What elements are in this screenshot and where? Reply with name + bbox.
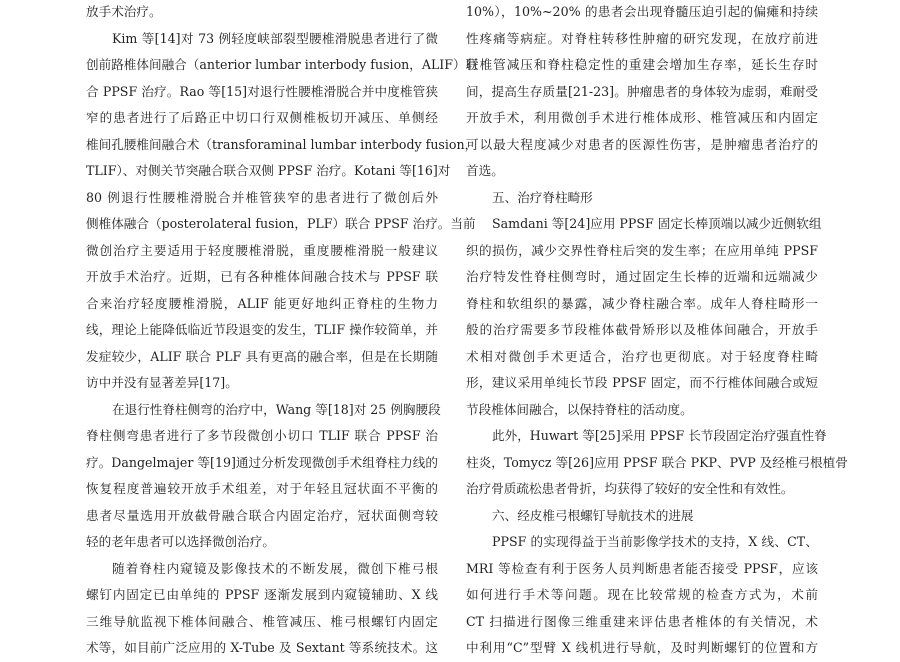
text-line: 窄的患者进行了后路正中切口行双侧椎板切开减压、单侧经 [86, 110, 438, 125]
text-line: 脊柱和软组织的暴露，减少脊柱融合率。成年人脊柱畸形一 [466, 295, 818, 311]
text-line: 疗。Dangelmajer 等[19]通过分析发现微创手术组脊柱力线的 [86, 454, 438, 470]
left-text-column [86, 0, 479, 662]
text-line: 椎间孔腰椎间融合术（transforaminal lumbar interbody fusion， [86, 136, 478, 152]
text-line: 恢复程度普遍较开放手术组差，对于年轻且冠状面不平衡的 [86, 481, 438, 496]
text-line: PPSF 的实现得益于当前影像学技术的支持，X 线、CT、 [492, 534, 818, 549]
text-line: 般的治疗需要多节段椎体截骨矫形以及椎体间融合，开放手 [466, 322, 818, 337]
text-line: 治疗骨质疏松患者骨折，均获得了较好的安全性和有效性。 [466, 481, 794, 496]
text-line: 随着脊柱内窥镜及影像技术的不断发展，微创下椎弓根 [112, 560, 438, 576]
text-line: 织的损伤，减少交界性脊柱后突的发生率；在应用单纯 PPSF [466, 242, 818, 258]
text-line: 如何进行手术等问题。现在比较常规的检查方式为，术前 [466, 587, 818, 602]
text-line: 术等，如目前广泛应用的 X-Tube 及 Sextant 等系统技术。这 [86, 640, 438, 655]
text-line: 此外，Huwart 等[25]采用 PPSF 长节段固定治疗强直性脊 [492, 428, 827, 443]
text-line: 节段椎体间融合，以保持脊柱的活动度。 [466, 401, 693, 417]
text-line: 中利用“C”型臂 X 线机进行导航，及时判断螺钉的位置和方 [466, 640, 818, 655]
text-line: 首选。 [466, 163, 504, 178]
text-line: 开放手术，利用微创手术进行椎体成形、椎管减压和内固定 [466, 110, 818, 125]
text-line: Samdani 等[24]应用 PPSF 固定长棒顶端以减少近侧软组 [492, 216, 822, 231]
text-line: 发症较少，ALIF 联合 PLF 具有更高的融合率，但是在长期随 [86, 348, 438, 364]
text-line: TLIF）、对侧关节突融合联合双侧 PPSF 治疗。Kotani 等[16]对 [86, 163, 451, 178]
text-line: 行椎管减压和脊柱稳定性的重建会增加生存率，延长生存时 [466, 57, 818, 72]
text-line: 侧椎体融合（posterolateral fusion，PLF）联合 PPSF 治疗。当前 [86, 216, 476, 231]
text-line: 五、治疗脊柱畸形 [492, 189, 593, 205]
text-line: 柱炎，Tomycz 等[26]应用 PPSF 联合 PKP、PVP 及经椎弓根植骨 [466, 454, 848, 470]
text-line: 轻的老年患者可以选择微创治疗。 [86, 534, 275, 549]
right-text-column [466, 0, 848, 662]
text-line: 性疼痛等病症。对脊柱转移性肿瘤的研究发现，在放疗前进 [466, 30, 818, 46]
text-line: 微创治疗主要适用于轻度腰椎滑脱，重度腰椎滑脱一般建议 [86, 242, 438, 258]
text-line: 可以最大程度减少对患者的医源性伤害，是肿瘤患者治疗的 [466, 136, 818, 152]
text-line: 在退行性脊柱侧弯的治疗中，Wang 等[18]对 25 例胸腰段 [112, 401, 441, 417]
text-line: 线，理论上能降低临近节段退变的发生，TLIF 操作较简单，并 [86, 322, 438, 337]
text-line: 创前路椎体间融合（anterior lumbar interbody fusion，ALIF）联 [86, 57, 479, 72]
text-line: 患者尽量选用开放截骨融合联合内固定治疗，冠状面侧弯较 [86, 507, 438, 523]
text-line: 80 例退行性腰椎滑脱合并椎管狭窄的患者进行了微创后外 [86, 189, 438, 205]
text-line: 六、经皮椎弓根螺钉导航技术的进展 [492, 507, 694, 523]
text-line: 三维导航监视下椎体间融合、椎管减压、椎弓根螺钉内固定 [86, 613, 438, 629]
text-line: 合来治疗轻度腰椎滑脱，ALIF 能更好地纠正脊柱的生物力 [86, 295, 438, 311]
text-line: 脊柱侧弯患者进行了多节段微创小切口 TLIF 联合 PPSF 治 [86, 428, 438, 443]
text-line: 术相对微创手术更适合，治疗也更彻底。对于轻度脊柱畸 [466, 348, 818, 364]
text-line: 合 PPSF 治疗。Rao 等[15]对退行性腰椎滑脱合并中度椎管狭 [86, 83, 438, 99]
text-line: 治疗特发性脊柱侧弯时，通过固定生长棒的近端和远端减少 [466, 269, 818, 284]
text-line: Kim 等[14]对 73 例轻度峡部裂型腰椎滑脱患者进行了微 [112, 30, 438, 46]
text-line: 10%），10%~20% 的患者会出现脊髓压迫引起的偏瘫和持续 [466, 4, 818, 19]
text-line: MRI 等检查有利于医务人员判断患者能否接受 PPSF，应该 [466, 560, 818, 576]
text-line: 形，建议采用单纯长节段 PPSF 固定，而不行椎体间融合或短 [466, 375, 818, 390]
text-line: 间，提高生存质量[21-23]。肿瘤患者的身体较为虚弱，难耐受 [466, 83, 818, 99]
text-line: 访中并没有显著差异[17]。 [86, 375, 238, 390]
text-line: 螺钉内固定已由单纯的 PPSF 逐渐发展到内窥镜辅助、X 线 [86, 587, 438, 602]
text-line: 开放手术治疗。近期，已有各种椎体间融合技术与 PPSF 联 [86, 269, 438, 284]
text-line: CT 扫描进行图像三维重建来评估患者椎体的有关情况，术 [466, 613, 818, 629]
text-line: 放手术治疗。 [86, 4, 162, 19]
